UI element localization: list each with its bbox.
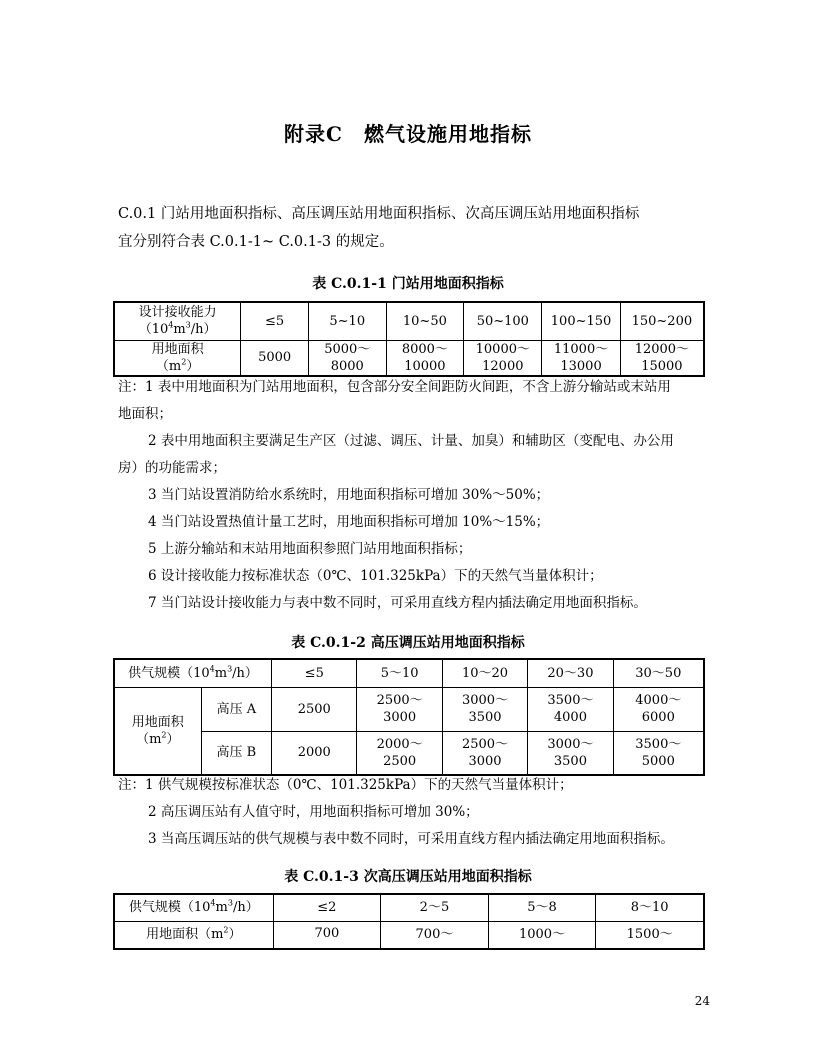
table3-area-cell: 1500～ [596, 921, 704, 949]
table2-cell: 2000 [272, 731, 357, 775]
table3-area-cell: 700～ [381, 921, 489, 949]
table3-scale-header: 供气规模$(10^4m^3/h)$ [114, 894, 273, 921]
table1-note-1a: 注：1 表中用地面积为门站用地面积，包含部分安全间距防火间距，不含上游分输站或末站用 [118, 379, 671, 395]
table2-col: 20～30 [528, 659, 613, 687]
table1-caption: 表 C.0.1-1 门站用地面积指标 [312, 276, 504, 292]
intro-line-2: 宜分别符合表 C.0.1-1~ C.0.1-3 的规定。 [118, 234, 394, 250]
table3 [113, 893, 705, 950]
table1-area-cell: 10000～ 12000 [464, 340, 542, 376]
table2-cell: 2500 [272, 687, 357, 731]
table2-row-label: 高压 B [201, 731, 271, 775]
table2-scale-header: 供气规模$(10^4m^3/h)$ [114, 659, 272, 687]
table1-col: 5~10 [309, 302, 387, 340]
table2-cell: 2500～ 3000 [442, 731, 527, 775]
table2-col: ≤5 [272, 659, 357, 687]
table2-row-label: 高压 A [201, 687, 271, 731]
table3-col: ≤2 [273, 894, 381, 921]
table1-note-2a: 2 表中用地面积主要满足生产区（过滤、调压、计量、加臭）和辅助区（变配电、办公用 [148, 433, 674, 449]
table3-col: 8～10 [596, 894, 704, 921]
table2-cell: 3000～ 3500 [528, 731, 613, 775]
table1-note-1b: 地面积； [118, 406, 172, 422]
table2-note-1: 注：1 供气规模按标准状态（0℃、101.325kPa）下的天然气当量体积计； [118, 777, 573, 793]
table1-col: ≤5 [241, 302, 309, 340]
table1-note-7: 7 当门站设计接收能力与表中数不同时，可采用直线方程内插法确定用地面积指标。 [148, 595, 647, 611]
table1-area-cell: 11000～ 13000 [542, 340, 620, 376]
table3-caption: 表 C.0.1-3 次高压调压站用地面积指标 [284, 869, 532, 885]
table2-cell: 3000～ 3500 [442, 687, 527, 731]
page-number: 24 [694, 994, 710, 1008]
table1-col: 150~200 [620, 302, 704, 340]
table3-area-cell: 700 [273, 921, 381, 949]
table3-col: 5～8 [488, 894, 596, 921]
table1-area-header: 用地面积 $(m^2)$ [114, 340, 241, 376]
table2-cell: 3500～ 5000 [613, 731, 704, 775]
table2-cell: 4000～ 6000 [613, 687, 704, 731]
table2-col: 5～10 [357, 659, 442, 687]
table2-note-2: 2 高压调压站有人值守时，用地面积指标可增加 30%； [148, 804, 479, 820]
table3-area-label: 用地面积$(m^2)$ [114, 921, 273, 949]
table3-col: 2～5 [381, 894, 489, 921]
table2-area-label: 用地面积 $(m^2)$ [114, 687, 201, 775]
table1-col: 100~150 [542, 302, 620, 340]
table3-area-cell: 1000～ [488, 921, 596, 949]
table1-col: 10~50 [386, 302, 464, 340]
table1-note-6: 6 设计接收能力按标准状态（0℃、101.325kPa）下的天然气当量体积计； [148, 568, 603, 584]
table1-area-cell: 12000～ 15000 [620, 340, 704, 376]
table1-capacity-header: 设计接收能力 $(10^4m^3/h)$ [114, 302, 241, 340]
table1-note-2b: 房）的功能需求； [118, 460, 226, 476]
table1 [113, 301, 705, 377]
table2-cell: 3500～ 4000 [528, 687, 613, 731]
table2-col: 10～20 [442, 659, 527, 687]
table1-area-cell: 5000～ 8000 [309, 340, 387, 376]
table2-caption: 表 C.0.1-2 高压调压站用地面积指标 [291, 635, 525, 651]
page-title: 附录C 燃气设施用地指标 [284, 122, 532, 146]
table2-col: 30～50 [613, 659, 704, 687]
table2-cell: 2500～ 3000 [357, 687, 442, 731]
table1-area-cell: 8000～ 10000 [386, 340, 464, 376]
table2 [113, 658, 705, 776]
table2-note-3: 3 当高压调压站的供气规模与表中数不同时，可采用直线方程内插法确定用地面积指标。 [148, 831, 674, 847]
table1-note-5: 5 上游分输站和末站用地面积参照门站用地面积指标； [148, 541, 472, 557]
table2-cell: 2000～ 2500 [357, 731, 442, 775]
table1-note-3: 3 当门站设置消防给水系统时，用地面积指标可增加 30%～50%； [148, 487, 550, 503]
table1-col: 50~100 [464, 302, 542, 340]
intro-line-1: C.0.1 门站用地面积指标、高压调压站用地面积指标、次高压调压站用地面积指标 [118, 206, 640, 222]
table1-area-cell: 5000 [241, 340, 309, 376]
table1-note-4: 4 当门站设置热值计量工艺时，用地面积指标可增加 10%～15%； [148, 514, 550, 530]
